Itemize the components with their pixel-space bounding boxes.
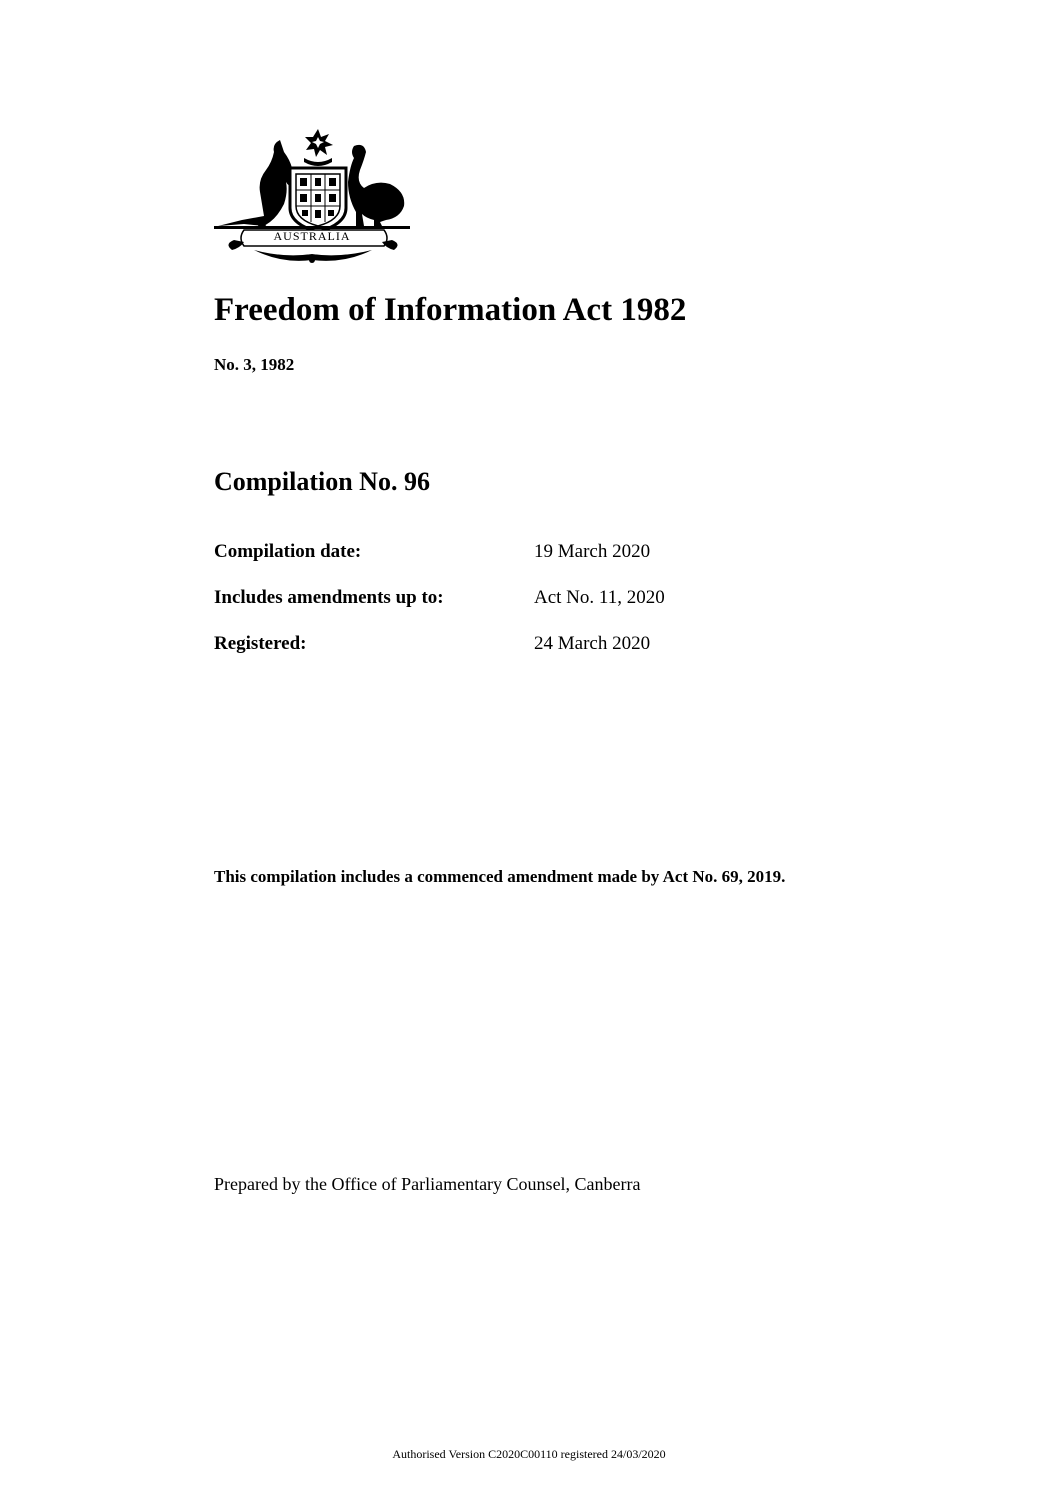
coat-of-arms-caption: AUSTRALIA: [273, 229, 351, 243]
detail-value: 24 March 2020: [534, 633, 651, 654]
compilation-heading: Compilation No. 96: [214, 467, 430, 496]
detail-value: Act No. 11, 2020: [534, 587, 665, 608]
detail-row-compilation-date: [214, 540, 774, 586]
coat-of-arms-icon: [214, 126, 410, 268]
coat-of-arms: [214, 126, 410, 268]
compilation-note: This compilation includes a commenced amendment made by Act No. 69, 2019.: [214, 867, 786, 886]
act-title: Freedom of Information Act 1982: [214, 292, 687, 328]
detail-label: Includes amendments up to:: [214, 587, 444, 608]
authorised-version-footer: Authorised Version C2020C00110 registered 24/03/2020: [392, 1447, 666, 1461]
detail-value: 19 March 2020: [534, 541, 651, 562]
detail-row-registered: [214, 632, 774, 678]
act-number: No. 3, 1982: [214, 355, 295, 374]
detail-row-amendments: [214, 586, 774, 632]
compilation-details: [214, 540, 774, 678]
detail-label: Registered:: [214, 633, 307, 654]
detail-label: Compilation date:: [214, 541, 362, 562]
prepared-by: Prepared by the Office of Parliamentary Counsel, Canberra: [214, 1174, 641, 1194]
